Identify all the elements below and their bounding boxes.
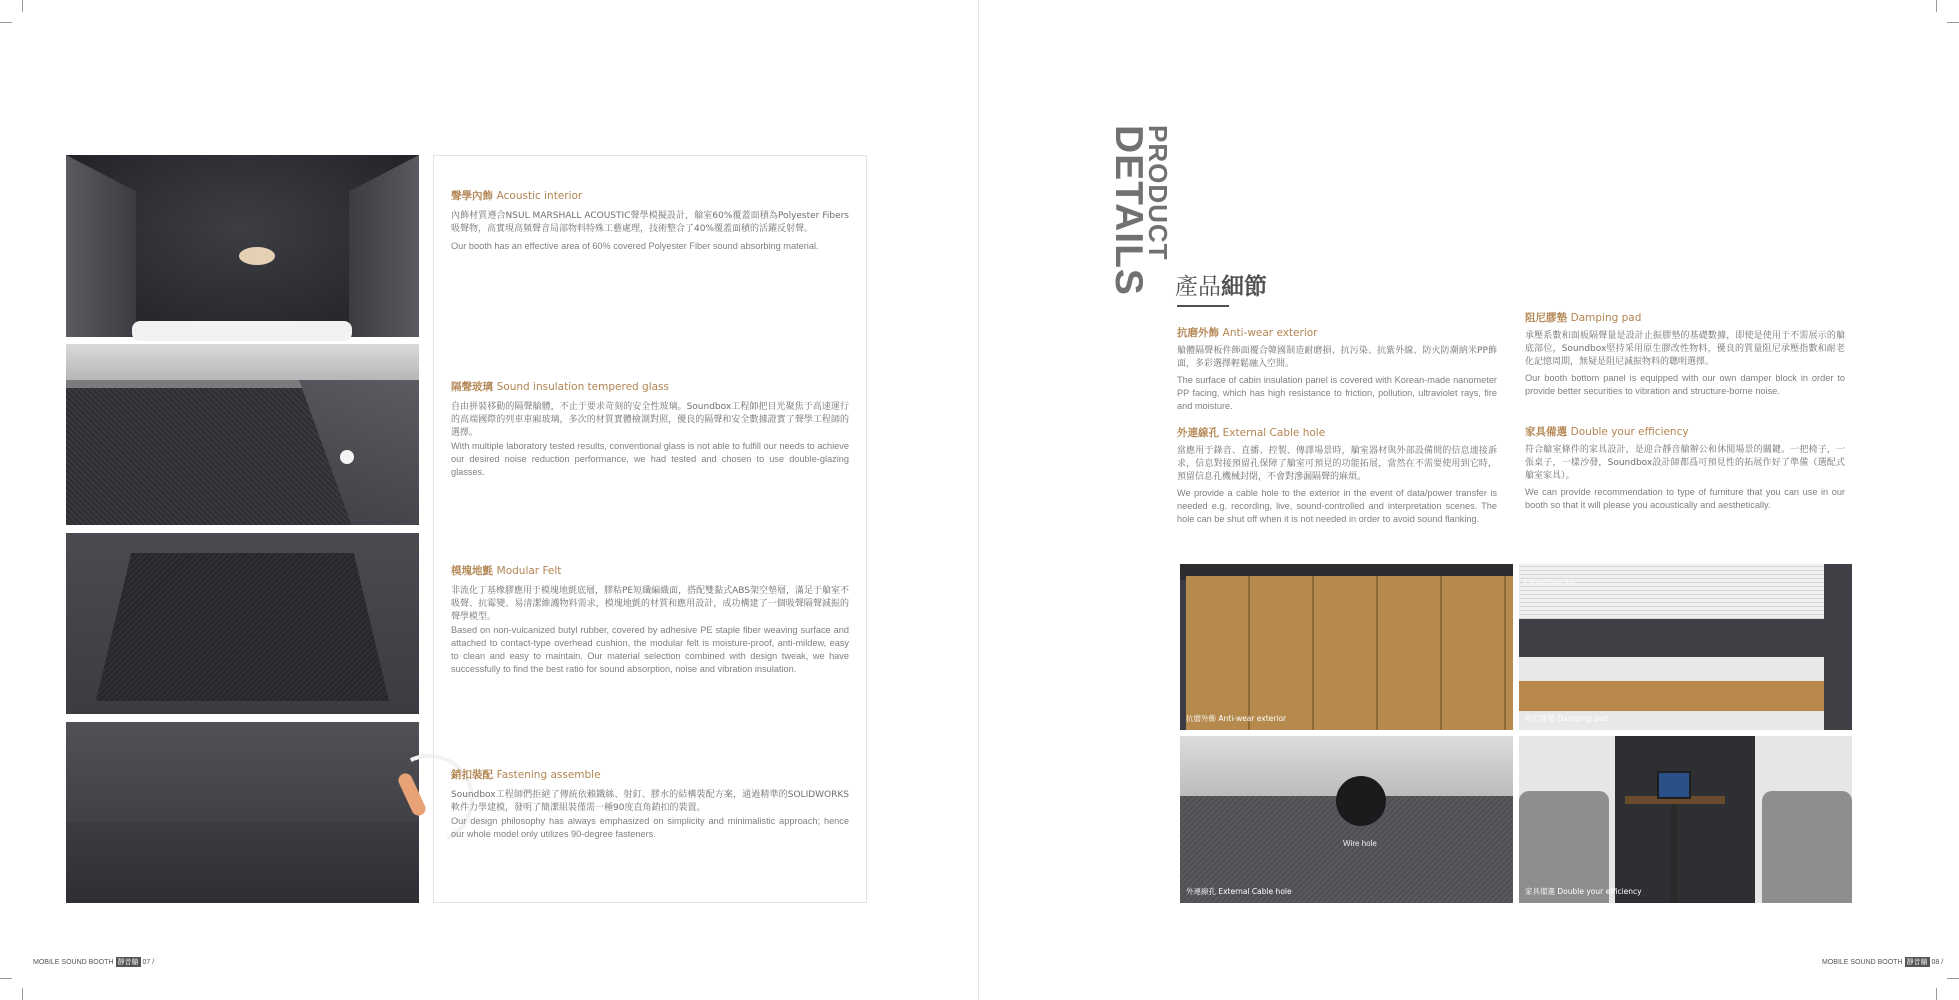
photo-sound-glass — [66, 344, 419, 525]
crop-mark — [22, 0, 23, 12]
photo-caption: 外連線孔 External Cable hole — [1186, 887, 1292, 896]
page-footer-left: MOBILE SOUND BOOTH 靜音艙 07 / — [33, 959, 155, 966]
brand-logo-icon — [340, 450, 354, 464]
section-fastening — [451, 767, 849, 841]
section-furniture: 家具備選 Double your efficiency 符合艙室條件的家具設計，是迎合靜音艙辦公和休閒場景的關鍵。一把椅子，一張桌子，一樣沙發，Soundbox設計師都爲可預見性的拓展作好了準備（選配式艙室家具）。 We can provide recommendation to type of furniture that you can use in our booth so that it will please you acoustically and aesthetically. — [1525, 426, 1845, 510]
photo-cable-hole — [1180, 736, 1513, 903]
section-body-zh: Soundbox工程師們拒絕了傳統依賴鐵絲、射釘、膠水的結構裝配方案，通過精準的SOLIDWORKS軟件力學建模，發明了簡潔組裝僅需一種90度直角銷扣的裝置。 — [451, 790, 849, 813]
section-acoustic-interior — [451, 188, 849, 253]
photo-tag: X Model Damo Bus — [1523, 580, 1575, 586]
section-body-en: With multiple laboratory tested results, conventional glass is not able to fulfill our needs to achieve our desired noise reduction performance, we had tested and chosen to use double-glazing glasses. — [451, 441, 849, 477]
section-title: 模塊地氈 Modular Felt — [451, 565, 562, 577]
photo-caption: 家具備選 Double your efficiency — [1525, 887, 1642, 896]
vertical-title: PRODUCT DETAILS — [1107, 125, 1173, 296]
photo-damping-pad — [1519, 564, 1852, 730]
photo-caption: 阻尼膠墊 Damping pad — [1525, 714, 1608, 723]
ceiling-light-icon — [239, 247, 275, 265]
page-spine — [978, 0, 979, 1000]
page-title-zh: 產品細節 — [1175, 274, 1267, 300]
crop-mark — [1936, 0, 1937, 12]
crop-mark — [1947, 22, 1959, 23]
section-title: 隔聲玻璃 Sound insulation tempered glass — [451, 381, 669, 393]
laptop-icon — [1657, 771, 1691, 799]
section-body-en: Our design philosophy has always emphasized on simplicity and minimalistic approach; hence our whole model only utilizes 90-degree fasteners. — [451, 816, 849, 839]
section-title: 銷扣裝配 Fastening assemble — [451, 769, 601, 781]
section-body-en: Based on non-vulcanized butyl rubber, covered by adhesive PE staple fiber weaving surface and attached to contact-type overhead cushion, the modular felt is moisture-proof, anti-mildew, easy to clean and easy to maintain. Our material selection combined with design tweak, we have successfully to find the best ratio for sound absorption, noise and vibration insulation. — [451, 625, 849, 674]
crop-mark — [0, 22, 12, 23]
section-body-zh: 自由拼裝移動的隔聲艙體，不止于要求苛刻的安全性玻璃。Soundbox工程師把目光聚焦于高速運行的高端國際的列車車廂玻璃，多次的材質實體檢測對照，優良的隔聲和安全數據證實了聲學工程師的選擇。 — [451, 402, 849, 438]
photo-modular-felt — [66, 533, 419, 714]
crop-mark — [0, 978, 12, 979]
crop-mark — [22, 988, 23, 1000]
photo-acoustic-interior — [66, 155, 419, 337]
section-body-en: Our booth has an effective area of 60% covered Polyester Fiber sound absorbing material. — [451, 241, 819, 251]
section-anti-wear: 抗磨外飾 Anti-wear exterior 艙體隔聲板件飾面覆合韓國制造耐磨損、抗污染、抗紫外線、防火防潮納米PP飾面，多彩選擇輕鬆融入空間。 The surface of cabin insulation panel is covered with Korean-made nanometer PP facing, which has high resistance to friction, pollution, ultraviolet rays, fire and moisture. — [1177, 327, 1497, 411]
wire-hole-icon — [1336, 776, 1386, 826]
section-sound-glass — [451, 379, 849, 479]
photo-anti-wear — [1180, 564, 1513, 730]
photo-furniture — [1519, 736, 1852, 903]
section-cable-hole: 外連線孔 External Cable hole 當應用于錄音、直播、控製、傳譯場景時，艙室器材與外部設備間的信息連接訴求，信息對接預留孔保障了艙室可預見的功能拓展，當然在不需要使用到它時，預留信息孔機械封閉，不會對滲漏隔聲的麻煩。 We provide a cable hole to the exterior in the event of data/power transfer is needed e.g. recording, live, sound-controlled and interpretation scenes. The hole can be shut off when it is not needed in order to avoid sound flanking. — [1177, 427, 1497, 524]
page-footer-right: MOBILE SOUND BOOTH 靜音艙 08 / — [1822, 959, 1944, 966]
angle-label: 90° — [450, 744, 476, 763]
section-title: 聲學內飾 Acoustic interior — [451, 190, 583, 202]
section-body-zh: 非流化丁基橡膠應用于模塊地氈底層，膠粘PE短纖編織面，搭配雙黏式ABS架空墊層，滿足于艙室不吸聲、抗霉變、易清潔維護物料需求，模塊地氈的材質和應用設計，成功構建了一個吸聲隔聲減振的聲學模型。 — [451, 586, 850, 622]
title-rule — [1177, 305, 1229, 307]
crop-mark — [1936, 988, 1937, 1000]
photo-caption: 抗磨外飾 Anti-wear exterior — [1186, 714, 1287, 723]
section-body-zh: 內飾材質遵合NSUL MARSHALL ACOUSTIC聲學模擬設計，艙室60%覆蓋面積為Polyester Fibers吸聲物，高實現高頻聲音局部物料特殊工藝處理，技術整合了40%覆蓋面積的活躍反射聲。 — [451, 211, 849, 234]
crop-mark — [1947, 978, 1959, 979]
section-modular-felt — [451, 563, 849, 676]
wire-hole-label: Wire hole — [1343, 839, 1377, 848]
photo-fastening-assemble — [66, 722, 476, 903]
section-damping-pad: 阻尼膠墊 Damping pad 承壓系數和面板隔聲量是設計止振膠墊的基礎數據，即使是使用于不需展示的艙底部位，Soundbox堅持采用原生膠改性物料，優良的質量阻尼承壓指數和耐老化記憶周期，無疑是阻尼減振物料的聰明選擇。 Our booth bottom panel is equipped with our own damper block in order to provide better securities to vibration and structure-borne noise. — [1525, 312, 1845, 396]
